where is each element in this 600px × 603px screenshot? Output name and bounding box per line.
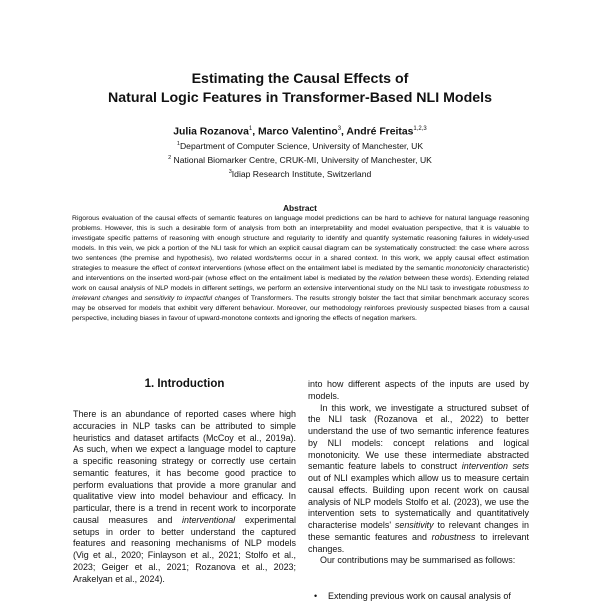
paper-title (0, 70, 600, 108)
affiliation (0, 138, 600, 152)
title-line-1: Estimating the Causal Effects of (191, 71, 409, 87)
paragraph (73, 409, 296, 585)
body-emphasis: intervention sets (461, 461, 529, 472)
affil-text: National Biomarker Centre, CRUK-MI, University of Manchester, UK (171, 154, 432, 165)
author-name: André Freitas (346, 126, 414, 138)
abstract-text: Rigorous evaluation of the causal effects of semantic features on language model predictions can be hard to achieve for natural language reasoning problems. However, this is such a desirable form of analysis from both an interpretability and model evaluation perspective, that it is valuable to investigate specific patterns of reasoning with enough structure and regularity to identify and quantify systematic reasoning failures in widely-used models. In this vein, we pick a portion of the NLI task for which an explicit causal diagram can be systematically constructed: the case where across two sentences (the premise and hypothesis), two related words/terms occur in a shared context. In this work, we apply causal effect estimation strategies to measure the effect of (72, 215, 529, 273)
abstract-text: between these words). Extending related work on causal analysis of NLP models in different settings, we perform an extensive interventional study on the NLI task to investigate (72, 275, 529, 293)
abstract-text: interventions (whose effect on the entailment label is mediated by the semantic (200, 265, 446, 273)
author-affil-marker: 1,2,3 (413, 126, 427, 132)
affil-text: Idiap Research Institute, Switzerland (231, 168, 372, 179)
paragraph: into how different aspects of the inputs are used by models. (308, 379, 529, 401)
abstract-emphasis: monotonicity (445, 265, 485, 273)
body-text: There is an abundance of reported cases where high accuracies in NLP tasks can be attributed to simple heuristics and dataset artifacts (McCoy et al., 2019a). As such, when we expect a language model to capture a specific reasoning strategy or correctly use certain semantic features, it has become good practice to perform evaluations that provide a more granular and qualitative view into model behaviour and efficacy. In particular, there is a trend in recent work to incorporate causal measures and (73, 409, 296, 525)
affiliation-list (0, 138, 600, 180)
abstract-emphasis: context (178, 265, 201, 273)
abstract-text: and (128, 295, 145, 303)
body-emphasis: sensitivity (394, 520, 434, 530)
right-column (308, 379, 529, 567)
body-text: out of NLI examples which allow us to measure certain causal effects. Building upon recent work on causal analysis of NLP models Stolfo et al. (2023), we use the intervention sets to systematically and quantitatively characterise models' (308, 473, 529, 530)
title-line-2: Natural Logic Features in Transformer-Based NLI Models (108, 90, 492, 106)
author-name: Marco Valentino (258, 126, 338, 138)
abstract-emphasis: robustness to irrelevant changes (72, 285, 529, 303)
abstract-emphasis: relation (379, 275, 402, 283)
author-separator: , (252, 126, 258, 138)
author-name: Julia Rozanova (173, 126, 249, 138)
abstract-heading: Abstract (283, 203, 317, 213)
left-column (73, 409, 296, 585)
body-emphasis: interventional (182, 514, 236, 525)
abstract-emphasis: sensitivity to impactful changes (144, 295, 241, 303)
author-affil-marker: 1 (248, 126, 253, 132)
paragraph (308, 403, 529, 556)
body-text: to irrelevant changes. (308, 531, 529, 554)
affil-marker: 3 (228, 168, 232, 175)
author-list (0, 123, 600, 138)
body-text: In this work, we investigate a structured subset of the NLI task (Rozanova et al., 2022) to better understand the use of two semantic inference features by NLI models: concept relations and logical monotonicity. We use these intermediate abstracted semantic feature labels to construct (308, 402, 529, 472)
body-emphasis: robustness (431, 531, 476, 542)
paragraph: Our contributions may be summarised as follows: (320, 555, 516, 566)
affiliation (0, 166, 600, 180)
author-affil-marker: 3 (337, 126, 342, 132)
bullet-text: Extending previous work on causal analysis of (328, 591, 511, 601)
abstract-body (72, 214, 529, 325)
abstract-text: of Transformers. The results strongly bolster the fact that similar benchmark accuracy scores may be observed for models that exhibit very different behaviour. Moreover, our methodology reinforces previously suspected biases from a causal perspective, including biases in favour of upward-monotone contexts and ignoring the effects of negation markers. (72, 295, 529, 323)
affil-marker: 2 (168, 154, 172, 161)
contribution-list-item (308, 591, 529, 603)
affiliation (0, 152, 600, 166)
body-text: experimental setups in order to better understand the captured features and reasoning mechanisms of NLP models (Vig et al., 2020; Finlayson et al., 2021; Stolfo et al., 2023; Geiger et al., 2021; Rozanova et al., 2023; Arakelyan et al., 2024). (73, 514, 297, 584)
abstract-text: characteristic) and interventions on the inserted word-pair (whose effect on the entailment label is mediated by the (72, 265, 529, 283)
author-separator: , (341, 126, 347, 138)
bullet-marker: • (314, 591, 318, 601)
affil-text: Department of Computer Science, University of Manchester, UK (179, 140, 424, 151)
affil-marker: 1 (176, 141, 180, 147)
section-heading-introduction: 1. Introduction (144, 378, 225, 390)
body-text: to relevant changes in these semantic features and (308, 520, 529, 542)
